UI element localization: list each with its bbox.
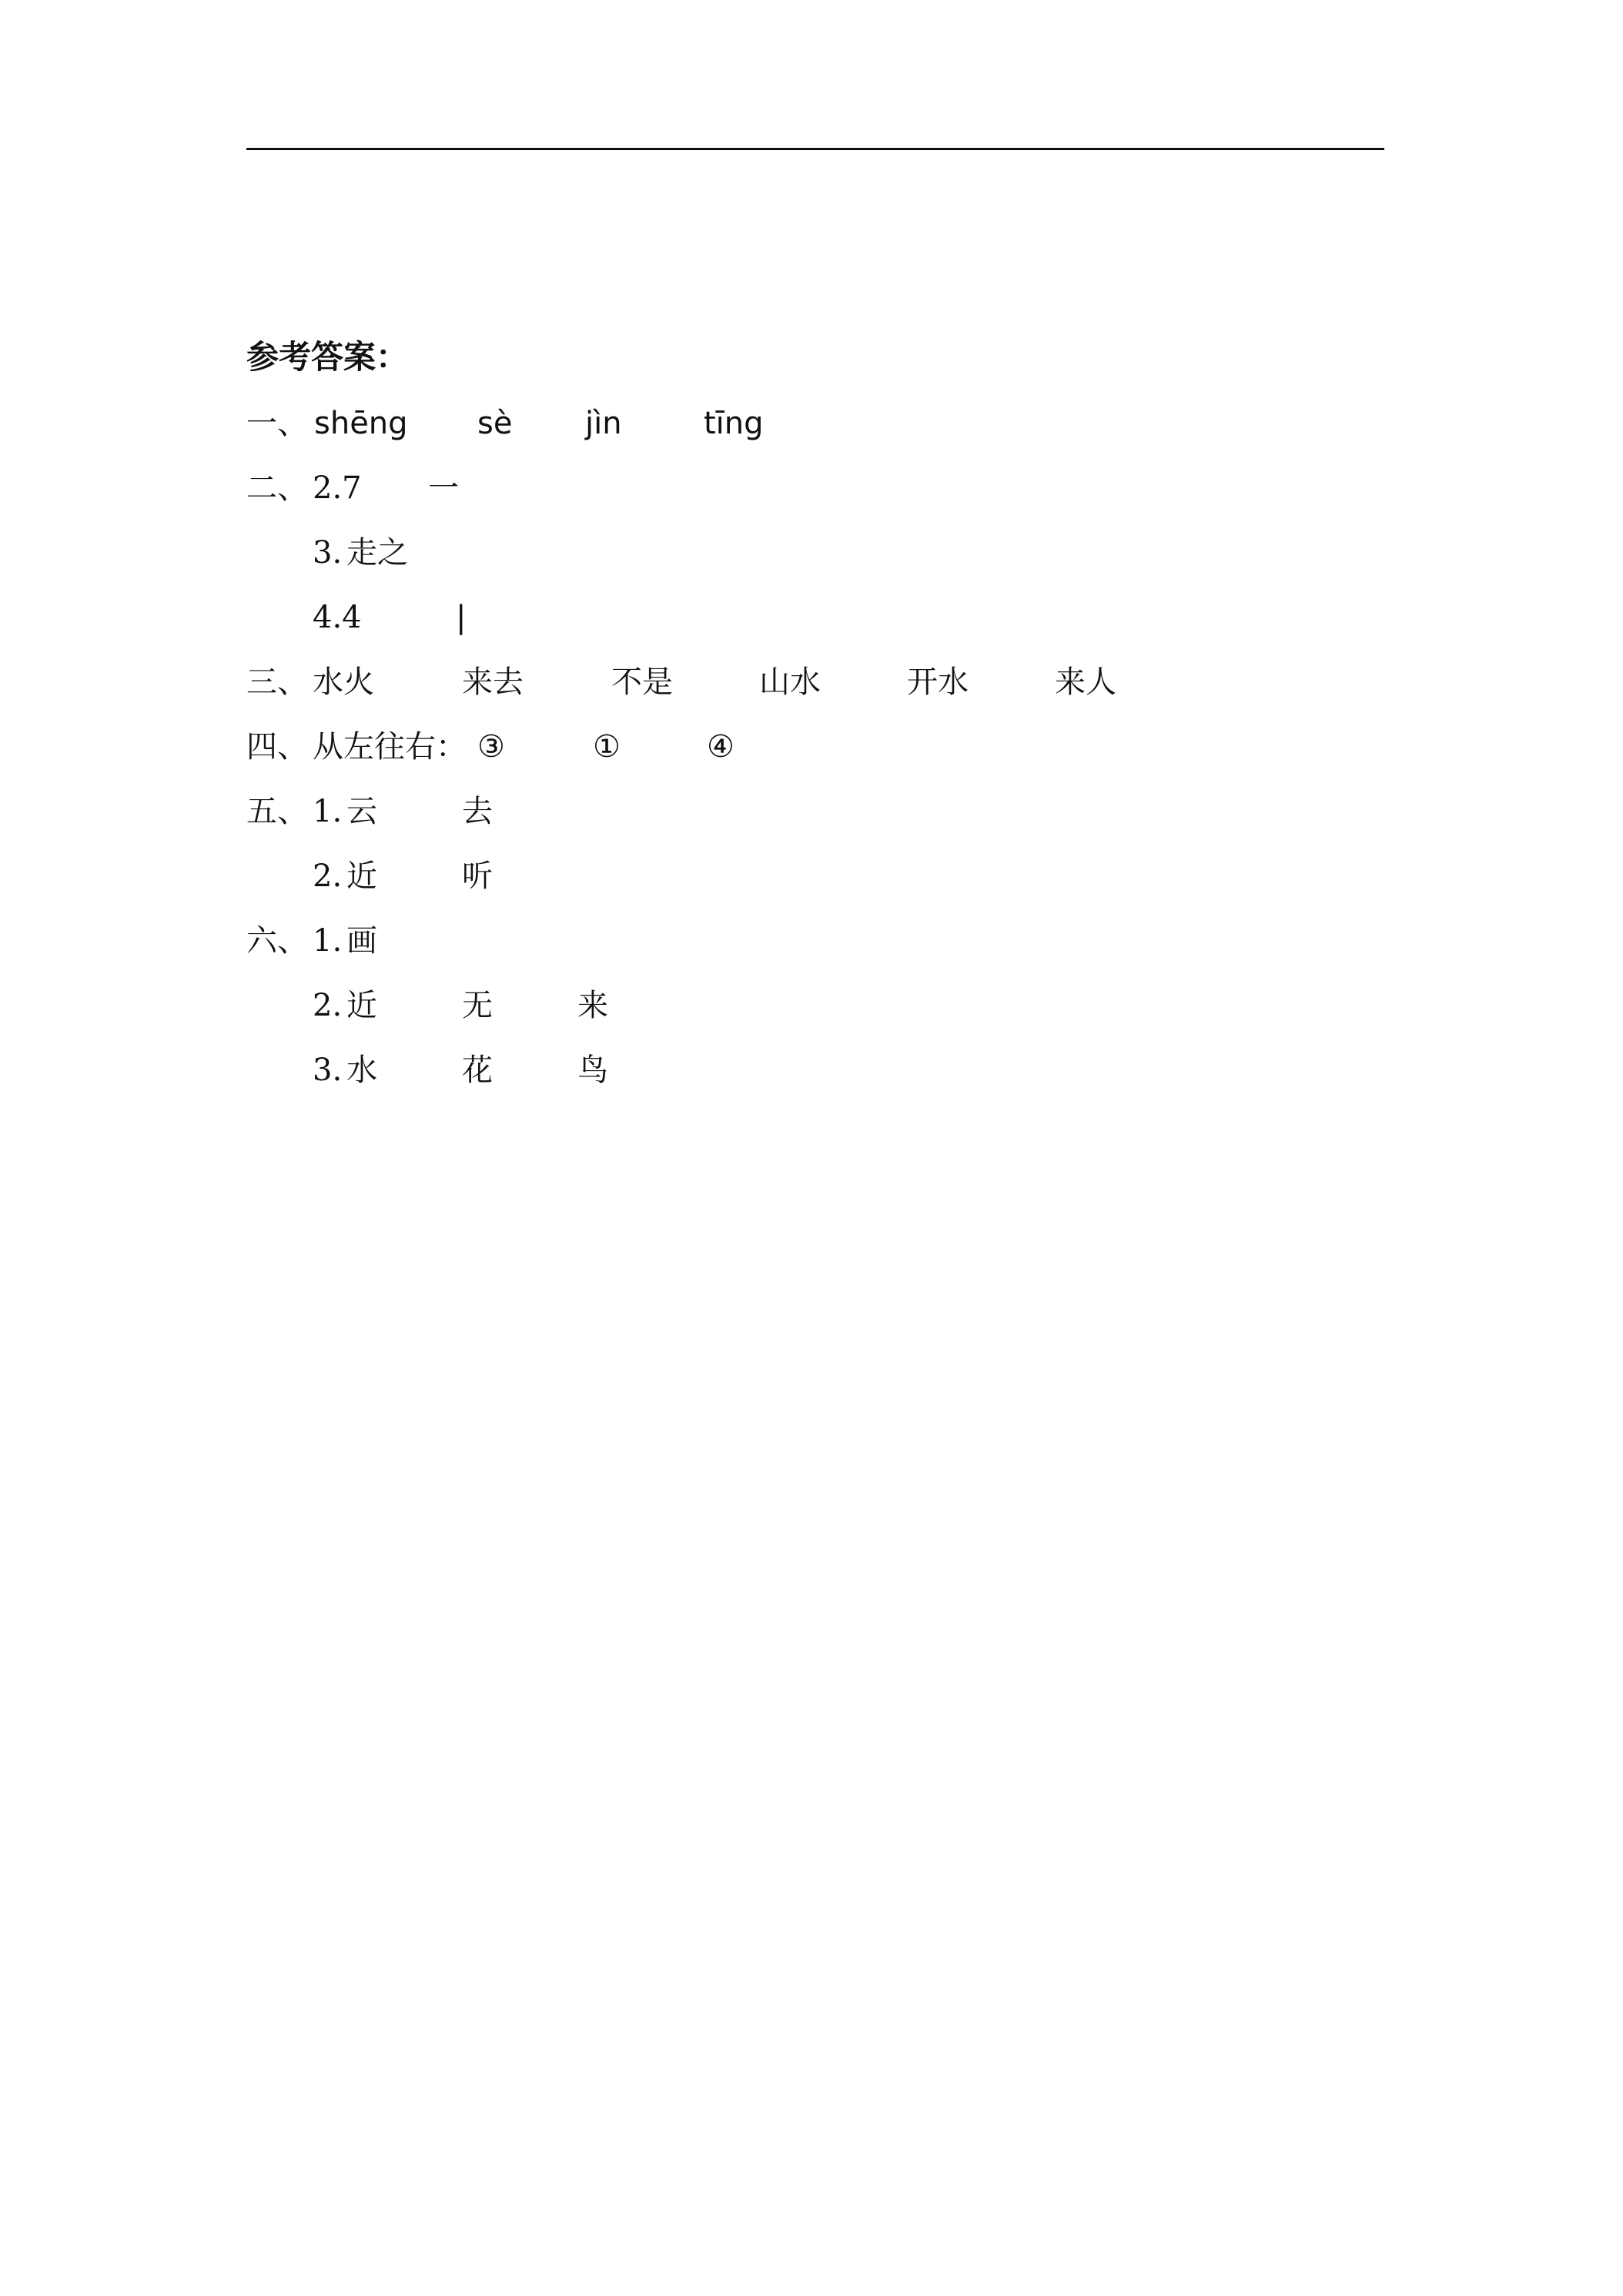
q2-item-3-answer: 走之	[346, 535, 408, 571]
q1-row	[246, 400, 862, 447]
q2-item-3-num: 3.	[313, 535, 343, 571]
q2-item-2-num: 2.7	[313, 470, 362, 506]
q2-row-1	[246, 465, 862, 511]
q5-item-1-answer-2: 去	[462, 794, 493, 829]
q6-item-2-answer-2: 无	[462, 988, 493, 1023]
q5-item-1-num: 1.	[313, 794, 343, 829]
q6-row-1	[246, 918, 862, 964]
q6-item-3-num: 3.	[313, 1053, 343, 1088]
q2-row-3	[313, 594, 852, 641]
q5-label: 五、	[246, 794, 308, 829]
q6-row-2	[313, 982, 852, 1029]
q3-answer-5: 开水	[907, 664, 969, 700]
q3-answer-4: 山水	[759, 664, 821, 700]
q3-answer-3: 不是	[611, 664, 673, 700]
q1-label: 一、	[246, 406, 308, 441]
q5-row-1	[246, 788, 862, 835]
q1-answer-2: sè	[477, 406, 513, 441]
q6-item-3-answer-2: 花	[462, 1053, 493, 1088]
q6-item-2-num: 2.	[313, 988, 343, 1023]
q3-answer-2: 来去	[462, 664, 524, 700]
header-rule	[246, 148, 1384, 150]
q6-item-1-answer: 画	[346, 923, 377, 959]
q4-label: 四、	[246, 729, 308, 765]
q3-answer-1: 水火	[313, 664, 374, 700]
q3-answer-6: 来人	[1055, 664, 1116, 700]
q4-answer-1: ③	[477, 729, 505, 765]
q5-row-2	[313, 853, 852, 899]
q4-prefix: 从左往右：	[313, 729, 467, 765]
q4-row	[246, 724, 1016, 770]
q2-item-4-num: 4.4	[313, 600, 362, 635]
q4-answer-2: ①	[593, 729, 621, 765]
answer-title	[246, 334, 408, 380]
q6-label: 六、	[246, 923, 308, 959]
q5-item-2-num: 2.	[313, 858, 343, 894]
q6-item-3-answer-1: 水	[346, 1053, 377, 1088]
q4-answer-3: ④	[707, 729, 735, 765]
q5-item-2-answer-1: 近	[346, 858, 377, 894]
q6-item-2-answer-3: 来	[577, 988, 608, 1023]
q1-answer-1: shēng	[314, 406, 408, 441]
q6-item-1-num: 1.	[313, 923, 343, 959]
q6-row-3	[313, 1047, 852, 1093]
q2-label: 二、	[246, 470, 308, 506]
q1-answer-3: jìn	[585, 406, 622, 441]
q3-row	[246, 659, 1247, 705]
q5-item-2-answer-2: 听	[462, 858, 493, 894]
q5-item-1-answer-1: 云	[346, 794, 377, 829]
q6-item-3-answer-3: 鸟	[577, 1053, 608, 1088]
q6-item-2-answer-1: 近	[346, 988, 377, 1023]
q3-label: 三、	[246, 664, 308, 700]
q2-item-2-answer: 一	[428, 470, 459, 506]
q2-row-2	[313, 530, 852, 576]
q2-item-4-answer: |	[456, 600, 467, 635]
answer-title-text: 参考答案：	[246, 338, 409, 376]
q1-answer-4: tīng	[704, 406, 764, 441]
